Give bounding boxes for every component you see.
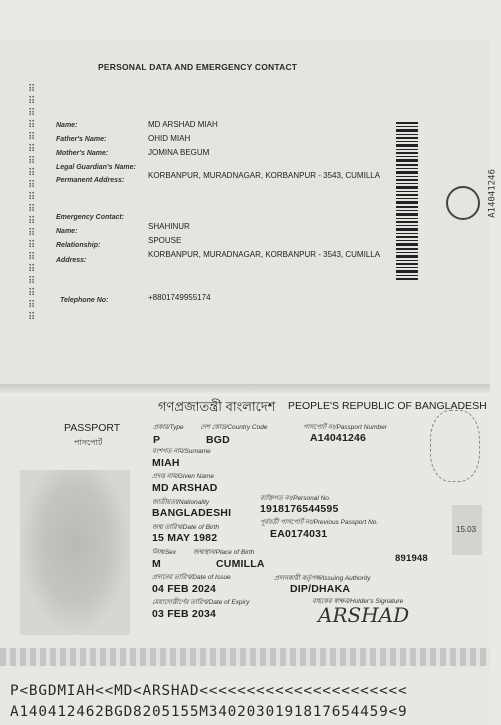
- barcode: [396, 122, 418, 282]
- place-of-birth-value: CUMILLA: [216, 558, 265, 570]
- passport-label-en: PASSPORT: [64, 422, 121, 434]
- expiry-date-label: মেয়াদোত্তীর্ণের তারিখ/Date of Expiry: [152, 599, 250, 606]
- country-code-value: BGD: [206, 434, 230, 446]
- expiry-date-value: 03 FEB 2034: [152, 608, 217, 620]
- page-fold: [0, 384, 490, 396]
- extra-number: 891948: [395, 553, 428, 564]
- mrz-line-1: P<BGDMIAH<<MD<ARSHAD<<<<<<<<<<<<<<<<<<<<<<: [10, 683, 408, 699]
- mother-name-label: Mother's Name:: [56, 150, 109, 157]
- stamp-seal: [446, 186, 480, 220]
- father-name-label: Father's Name:: [56, 136, 107, 143]
- passport-number-label: পাসপোর্ট নং/Passport Number: [303, 424, 387, 431]
- previous-passport-label: পূর্ববর্তী পাসপোর্ট নং/Previous Passport No.: [260, 519, 379, 526]
- emergency-address-label: Address:: [56, 257, 87, 264]
- side-number-text: A14041246: [487, 169, 498, 218]
- permanent-address-label: Permanent Address:: [56, 177, 125, 184]
- side-passport-number: [418, 126, 498, 276]
- telephone-value: +8801749955174: [148, 293, 211, 302]
- type-label: প্রকার/Type: [153, 424, 184, 431]
- dob-label: জন্ম তারিখ/Date of Birth: [152, 524, 219, 531]
- surname-value: MIAH: [152, 457, 180, 469]
- perforation-dots: ⠿ ⠿ ⠿ ⠿ ⠿ ⠿ ⠿ ⠿ ⠿ ⠿ ⠿ ⠿ ⠿ ⠿ ⠿ ⠿ ⠿ ⠿ ⠿ ⠿: [28, 84, 36, 323]
- issuing-authority-label: প্রদানকারী কর্তৃপক্ষ/Issuing Authority: [274, 575, 371, 582]
- given-name-label: প্রদত্ত নাম/Given Name: [152, 473, 215, 480]
- relationship-value: SPOUSE: [148, 236, 182, 245]
- emergency-name-label: Name:: [56, 228, 78, 235]
- given-name-value: MD ARSHAD: [152, 482, 218, 494]
- dob-value: 15 MAY 1982: [152, 532, 218, 544]
- telephone-label: Telephone No:: [60, 297, 109, 304]
- permanent-address-value: KORBANPUR, MURADNAGAR, KORBANPUR - 3543, CUMILLA: [148, 171, 381, 180]
- sex-value: M: [152, 558, 161, 570]
- holder-photo: [20, 470, 130, 635]
- emergency-name-value: SHAHINUR: [148, 222, 190, 231]
- issue-date-label: প্রদানের তারিখ/Date of Issue: [152, 574, 231, 581]
- emergency-address-value: KORBANPUR, MURADNAGAR, KORBANPUR - 3543, CUMILLA: [148, 250, 381, 259]
- guardian-name-label: Legal Guardian's Name:: [56, 164, 136, 171]
- surname-label: বংশগত নাম/Surname: [152, 448, 211, 455]
- ghost-image-text: 15.03: [456, 525, 477, 534]
- personal-no-label: ব্যক্তিগত নং/Personal No.: [260, 495, 331, 502]
- mother-name-value: JOMINA BEGUM: [148, 148, 210, 157]
- sex-label: লিঙ্গ/Sex: [152, 549, 177, 556]
- emergency-contact-label: Emergency Contact:: [56, 214, 125, 221]
- place-of-birth-label: জন্মস্থান/Place of Birth: [193, 549, 255, 556]
- security-strip: [0, 648, 490, 666]
- name-value: MD ARSHAD MIAH: [148, 120, 218, 129]
- father-name-value: OHID MIAH: [148, 134, 191, 143]
- issue-date-value: 04 FEB 2024: [152, 583, 217, 595]
- type-value: P: [153, 434, 161, 446]
- emblem-icon: [430, 410, 480, 482]
- holder-signature: ARSHAD: [318, 603, 410, 627]
- page-title: PERSONAL DATA AND EMERGENCY CONTACT: [98, 62, 298, 72]
- country-code-label: দেশ কোড/Country Code: [200, 424, 268, 431]
- signature-label: বাহকের স্বাক্ষর/Holder's Signature: [312, 598, 404, 605]
- mrz-line-2: A140412462BGD8205155M3402030191817654459<9: [10, 704, 408, 720]
- personal-no-value: 1918176544595: [260, 503, 339, 515]
- country-name-en: PEOPLE'S REPUBLIC OF BANGLADESH: [288, 400, 487, 412]
- nationality-label: জাতীয়তা/Nationality: [152, 499, 210, 506]
- issuing-authority-value: DIP/DHAKA: [290, 583, 351, 595]
- name-label: Name:: [56, 122, 78, 129]
- passport-number-value: A14041246: [310, 432, 367, 444]
- relationship-label: Relationship:: [56, 242, 101, 249]
- previous-passport-value: EA0174031: [270, 528, 328, 540]
- nationality-value: BANGLADESHI: [152, 507, 232, 519]
- passport-label-bn: পাসপোর্ট: [74, 438, 103, 447]
- country-name-bn: গণপ্রজাতন্ত্রী বাংলাদেশ: [158, 399, 276, 414]
